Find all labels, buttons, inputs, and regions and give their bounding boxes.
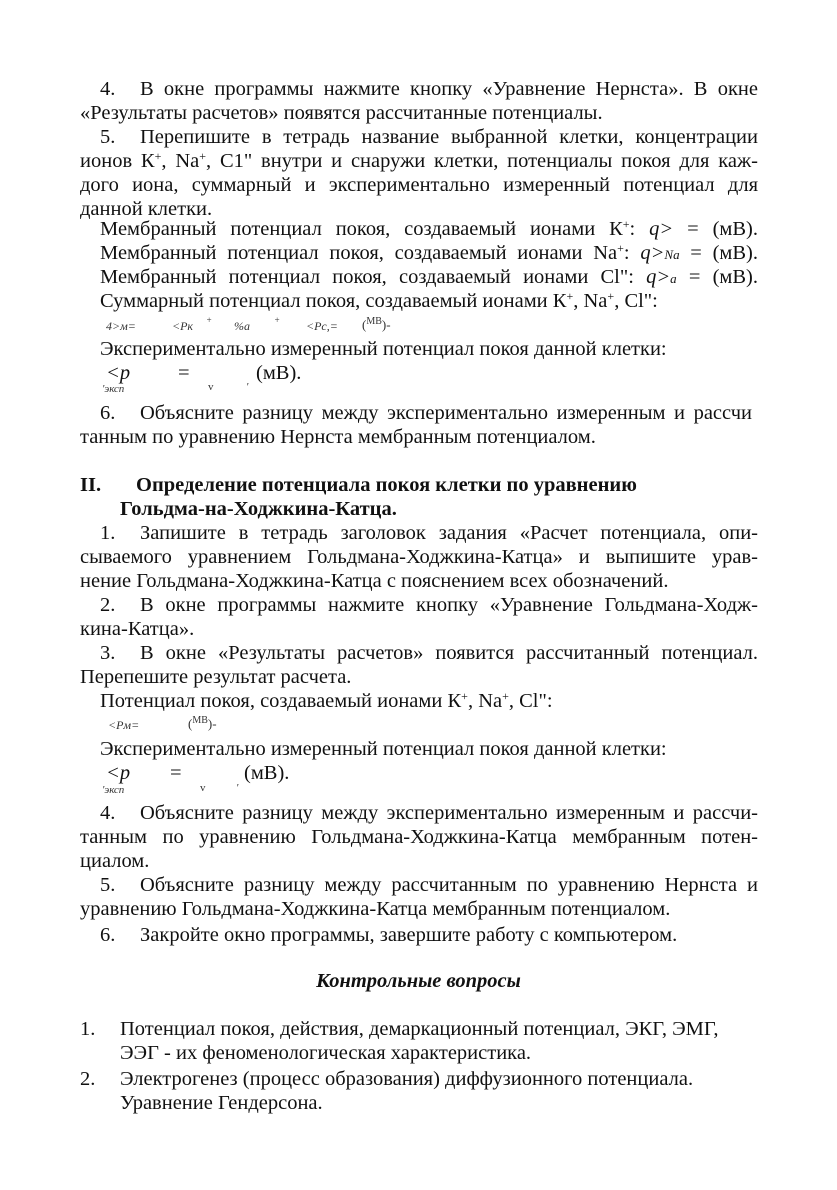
item-number: 4. — [100, 78, 116, 100]
paragraph-line: ионов К+, Na+, C1" внутри и снаружи клетки, потенциалы покоя для каж- — [80, 149, 759, 172]
paragraph-line: Закройте окно программы, завершите работу с компьютером. — [140, 924, 678, 946]
item-number: 6. — [100, 924, 116, 946]
item-number: 5. — [100, 126, 116, 148]
exp-symbol: <р — [106, 762, 131, 784]
exp-tick-mark: ' — [236, 782, 239, 794]
paragraph-line: данной клетки. — [80, 198, 213, 220]
paragraph-line: Объясните разницу между рассчитанным по уравнению Нернста и — [140, 874, 758, 896]
paragraph-line: циалом. — [80, 850, 150, 872]
paragraph-line: танным по уравнению Нернста мембранным потенциалом. — [80, 426, 596, 448]
exp-equals: = — [170, 762, 182, 784]
paragraph-line: Объясните разницу между экспериментально измеренным и рассчи — [140, 402, 752, 424]
item-number: 2. — [100, 594, 116, 616]
exp-unit: (мВ). — [256, 362, 302, 384]
formula-pm: <Рм= — [108, 718, 140, 732]
exp-v-mark: v — [200, 782, 206, 794]
paragraph-line: В окне программы нажмите кнопку «Уравнение Нернста». В окне — [140, 78, 758, 100]
formula-sum-fragment: <Рс,= — [306, 319, 338, 333]
formula-k-line: Мембранный потенциал покоя, создаваемый ионами К+: q> = (мВ). — [100, 217, 758, 240]
paragraph-line: В окне программы нажмите кнопку «Уравнение Гольдмана-Ходж- — [140, 594, 758, 616]
exp-equals: = — [178, 362, 190, 384]
formula-sum-fragment: <Рк — [172, 319, 194, 333]
paragraph-line: Объясните разницу между экспериментально измеренным и рассчи- — [140, 802, 758, 824]
paragraph-line: уравнению Гольдмана-Ходжкина-Катца мембранным потенциалом. — [80, 898, 671, 920]
paragraph-line: Перепишите в тетрадь название выбранной клетки, концентрации — [140, 126, 758, 148]
exp-label: Экспериментально измеренный потенциал покоя данной клетки: — [100, 738, 667, 760]
paragraph-line: дого иона, суммарный и экспериментально измеренный потенциал для — [80, 174, 758, 196]
question-line: Потенциал покоя, действия, демаркационный потенциал, ЭКГ, ЭМГ, — [120, 1018, 719, 1040]
control-questions-heading: Контрольные вопросы — [316, 970, 521, 992]
question-line: Уравнение Гендерсона. — [120, 1092, 323, 1114]
paragraph-line: кина-Катца». — [80, 618, 195, 640]
question-line: ЭЭГ - их феноменологическая характеристика. — [120, 1042, 532, 1064]
formula-sum-fragment: 4>м= — [106, 319, 136, 333]
section-title: Определение потенциала покоя клетки по уравнению — [136, 474, 637, 496]
exp-symbol: <р — [106, 362, 131, 384]
question-line: Электрогенез (процесс образования) диффузионного потенциала. — [120, 1068, 694, 1090]
paragraph-line: сываемого уравнением Гольдмана-Ходжкина-Катца» и выпишите урав- — [80, 546, 758, 568]
exp-label: Экспериментально измеренный потенциал покоя данной клетки: — [100, 338, 667, 360]
item-number: 4. — [100, 802, 116, 824]
formula-sum-unit: ($^{МВ}$)- — [362, 316, 391, 332]
paragraph-line: В окне «Результаты расчетов» появится рассчитанный потенциал. — [140, 642, 758, 664]
exp-subscript: 'эксп — [102, 784, 125, 796]
formula-potential-line: Потенциал покоя, создаваемый ионами К+, Na+, Cl": — [100, 689, 553, 712]
exp-unit: (мВ). — [244, 762, 290, 784]
paragraph-line: «Результаты расчетов» появятся рассчитанные потенциалы. — [80, 102, 603, 124]
exp-tick-mark: ' — [246, 381, 249, 393]
paragraph-line: Запишите в тетрадь заголовок задания «Расчет потенциала, опи- — [140, 522, 758, 544]
formula-sum-line: Суммарный потенциал покоя, создаваемый ионами К+, Na+, Cl": — [100, 289, 658, 312]
question-number: 2. — [80, 1068, 96, 1090]
item-number: 1. — [100, 522, 116, 544]
formula-pm-unit: ($^{МВ}$)- — [188, 715, 217, 731]
section-number: II. — [80, 474, 102, 496]
formula-sum-plus: + — [274, 315, 281, 325]
item-number: 3. — [100, 642, 116, 664]
paragraph-line: Перепешите результат расчета. — [80, 666, 352, 688]
exp-v-mark: v — [208, 381, 214, 393]
formula-sum-fragment: %а — [234, 319, 250, 333]
item-number: 6. — [100, 402, 116, 424]
paragraph-line: танным по уравнению Гольдмана-Ходжкина-Катца мембранным потен- — [80, 826, 758, 848]
paragraph-line: нение Гольдмана-Ходжкина-Катца с пояснением всех обозначений. — [80, 570, 669, 592]
exp-subscript: 'эксп — [102, 383, 125, 395]
item-number: 5. — [100, 874, 116, 896]
formula-cl-line: Мембранный потенциал покоя, создаваемый ионами Cl": q>a = (мВ). — [100, 266, 758, 288]
section-title: Гольдма-на-Ходжкина-Катца. — [120, 498, 397, 520]
question-number: 1. — [80, 1018, 96, 1040]
formula-sum-plus: + — [206, 315, 213, 325]
formula-na-line: Мембранный потенциал покоя, создаваемый ионами Na+: q>Na = (мВ). — [100, 241, 758, 264]
